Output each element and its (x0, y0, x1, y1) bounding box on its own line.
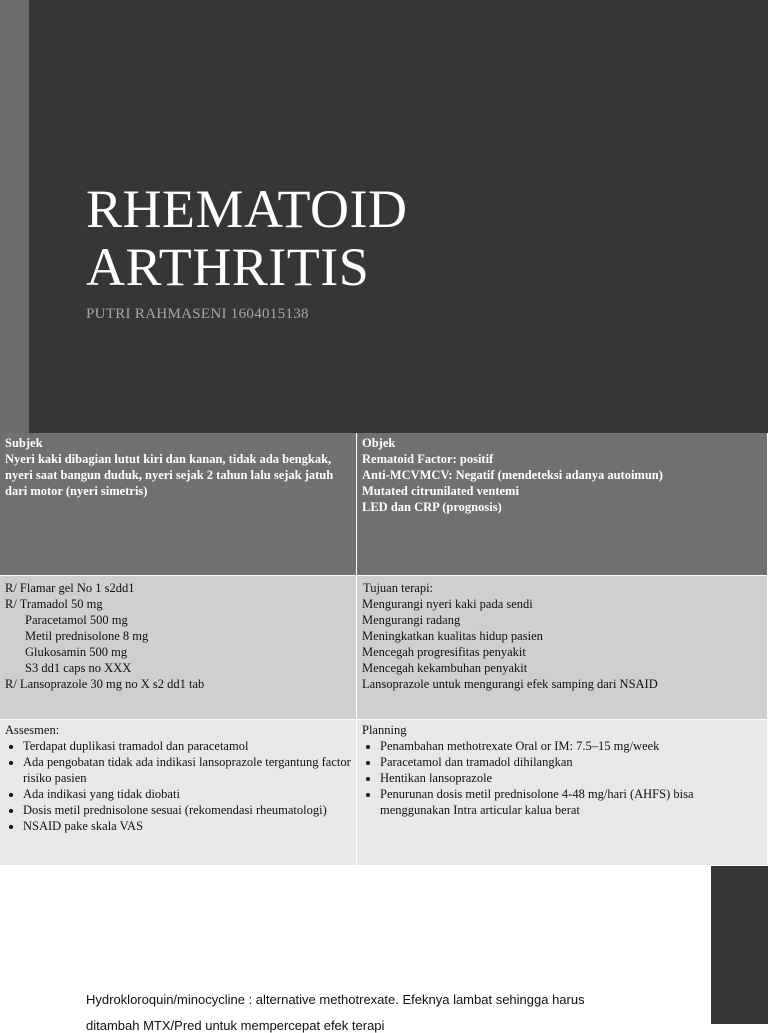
slide-accent-bar (0, 0, 29, 433)
slide-title-line1: RHEMATOID (86, 179, 408, 239)
resep-line: R/ Tramadol 50 mg (5, 597, 103, 611)
assesmen-item: • Ada pengobatan tidak ada indikasi lansoprazole tergantung factor risiko pasien (23, 754, 351, 786)
resep-line: R/ Lansoprazole 30 mg no X s2 dd1 tab (5, 677, 205, 691)
objek-line: LED dan CRP (prognosis) (362, 500, 502, 514)
tujuan-heading: Tujuan terapi: (363, 581, 434, 595)
resep-indented-line: S3 dd1 caps no XXX (25, 661, 132, 675)
objek-cell (357, 433, 768, 576)
resep-indented-line: Metil prednisolone 8 mg (25, 629, 149, 643)
resep-line: R/ Flamar gel No 1 s2dd1 (5, 581, 135, 595)
footer-text-line1: Hydrokloroquin/minocycline : alternative methotrexate. Efeknya lambat sehingga harus (86, 992, 585, 1007)
soap-table (0, 433, 768, 866)
title-slide (0, 0, 768, 433)
objek-line: Anti-MCVMCV: Negatif (mendeteksi adanya autoimun) (362, 468, 663, 482)
assesmen-cell (0, 720, 357, 866)
planning-list (362, 738, 762, 818)
subjek-heading: Subjek (5, 436, 43, 450)
objek-line: Mutated citrunilated ventemi (362, 484, 519, 498)
objek-heading: Objek (362, 436, 396, 450)
objek-line: Rematoid Factor: positif (362, 452, 494, 466)
next-slide-accent-bar (711, 866, 768, 1024)
tujuan-cell (357, 576, 768, 720)
subjek-text: Nyeri kaki dibagian lutut kiri dan kanan, tidak ada bengkak, nyeri saat bangun duduk, nyeri sejak 2 tahun lalu sejak jatuh dari motor (nyeri simetris) (5, 452, 334, 498)
assesmen-heading: Assesmen: (5, 723, 60, 737)
resep-cell (0, 576, 357, 720)
planning-cell (357, 720, 768, 866)
assesmen-list (5, 738, 351, 834)
tujuan-line: Mencegah kekambuhan penyakit (362, 661, 528, 675)
assesmen-item: • NSAID pake skala VAS (23, 818, 351, 834)
planning-heading: Planning (362, 723, 407, 737)
resep-indented-line: Glukosamin 500 mg (25, 645, 128, 659)
planning-item: • Penurunan dosis metil prednisolone 4-48 mg/hari (AHFS) bisa menggunakan Intra articular kalua berat (380, 786, 762, 818)
tujuan-line: Meningkatkan kualitas hidup pasien (362, 629, 543, 643)
resep-indented-line: Paracetamol 500 mg (25, 613, 128, 627)
tujuan-line: Mengurangi radang (362, 613, 461, 627)
assesmen-item: • Terdapat duplikasi tramadol dan paracetamol (23, 738, 351, 754)
assesmen-item: • Ada indikasi yang tidak diobati (23, 786, 351, 802)
planning-item: • Hentikan lansoprazole (380, 770, 762, 786)
tujuan-line: Mengurangi nyeri kaki pada sendi (362, 597, 533, 611)
assesmen-item: • Dosis metil prednisolone sesuai (rekomendasi rheumatologi) (23, 802, 351, 818)
slide-subtitle: PUTRI RAHMASENI 1604015138 (86, 306, 309, 322)
planning-item: • Penambahan methotrexate Oral or IM: 7.5–15 mg/week (380, 738, 762, 754)
slide-title-line2: ARTHRITIS (86, 237, 370, 297)
slide-title (86, 180, 408, 296)
planning-item: • Paracetamol dan tramadol dihilangkan (380, 754, 762, 770)
tujuan-line: Mencegah progresifitas penyakit (362, 645, 526, 659)
subjek-cell (0, 433, 357, 576)
tujuan-line: Lansoprazole untuk mengurangi efek samping dari NSAID (362, 677, 658, 691)
footer-text-line2: ditambah MTX/Pred untuk mempercepat efek terapi (86, 1018, 385, 1033)
